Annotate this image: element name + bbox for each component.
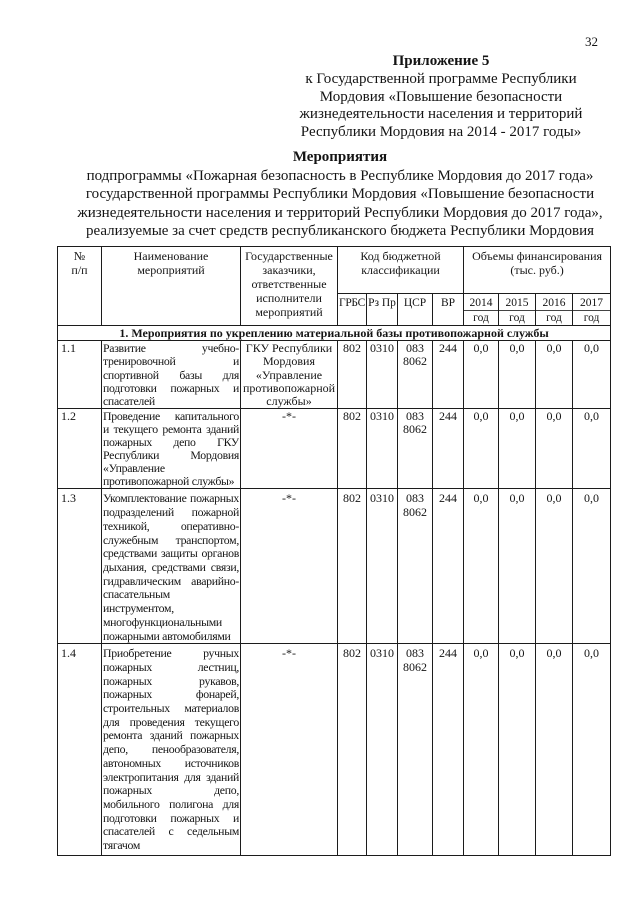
- header-customers: [241, 247, 338, 326]
- customer-line: службы»: [266, 394, 312, 409]
- activity-name-line: подготовки пожарных и: [103, 811, 239, 825]
- heading-line: подпрограммы «Пожарная безопасность в Республике Мордовия до 2017 года»: [86, 167, 594, 184]
- customer-line: -*-: [282, 491, 296, 506]
- header-year-unit: год: [473, 312, 489, 324]
- header-customers-line: ответственные: [251, 277, 327, 291]
- header-customers-line: мероприятий: [255, 305, 323, 319]
- customer: [241, 489, 338, 644]
- section-title: 1. Мероприятия по укреплению материальной базы противопожарной службы: [58, 326, 611, 341]
- activity-name-line: спасательным: [103, 588, 170, 602]
- appendix-line: к Государственной программе Республики: [305, 70, 577, 87]
- csr-code-line: 8062: [403, 354, 427, 369]
- heading-line: реализуемые за счет средств республиканского бюджета Республики Мордовия: [85, 223, 594, 239]
- activity-name-line: пожарных рукавов,: [103, 674, 239, 688]
- csr-code-line: 083: [406, 409, 424, 424]
- header-year-2016: [536, 294, 573, 326]
- activity-name-line: техникой, оперативно-: [103, 519, 239, 533]
- vr-code: 244: [433, 489, 464, 644]
- amount-2015: 0,0: [499, 409, 536, 489]
- table-header-row: [58, 247, 611, 294]
- csr-code-line: 083: [406, 491, 424, 506]
- activity-name-line: тренировочной и: [103, 355, 239, 369]
- csr-code-line: 083: [406, 646, 424, 661]
- header-financing: [464, 247, 611, 294]
- customer: [241, 409, 338, 489]
- page-number: 32: [585, 34, 598, 49]
- activity-name-line: электропитания для зданий: [103, 770, 239, 784]
- activity-name-line: Республики Мордовия: [103, 449, 239, 463]
- header-vr: ВР: [433, 294, 464, 326]
- customer-line: Мордовия: [263, 354, 315, 369]
- csr-code: [398, 489, 433, 644]
- header-budget-code-line: классификации: [361, 263, 440, 277]
- header-activity-line: Наименование: [133, 249, 209, 263]
- vr-code: 244: [433, 409, 464, 489]
- activity-name-line: Развитие учебно-: [103, 342, 239, 355]
- header-customers-line: исполнители: [256, 291, 322, 305]
- activity-name-line: депо, пенообразователя,: [103, 743, 239, 757]
- amount-2017: 0,0: [573, 489, 611, 644]
- rzpr-code: 0310: [367, 409, 398, 489]
- header-grbs: ГРБС: [338, 294, 367, 326]
- appendix-line: Мордовия «Повышение безопасности: [319, 88, 563, 105]
- row-number: 1.1: [58, 341, 102, 409]
- activity-name-line: пожарными автомобилями: [103, 629, 231, 643]
- amount-2017: 0,0: [573, 409, 611, 489]
- activities-table: [57, 246, 611, 856]
- activity-name-line: дыхания, средствами связи,: [103, 561, 239, 574]
- heading-line: государственной программы Республики Мордовия «Повышение безопасности: [85, 186, 595, 202]
- header-year-value: 2016: [536, 296, 572, 311]
- header-activity-name: [102, 247, 241, 326]
- row-number: 1.4: [58, 644, 102, 856]
- csr-code: [398, 341, 433, 409]
- amount-2014: 0,0: [464, 409, 499, 489]
- customer-line: «Управление: [255, 367, 323, 382]
- header-customers-line: Государственные: [245, 249, 333, 263]
- appendix-block: [271, 53, 611, 142]
- csr-code-line: 8062: [403, 505, 427, 520]
- activity-name-line: и текущего ремонта зданий: [103, 423, 239, 437]
- row-number: 1.3: [58, 489, 102, 644]
- activity-name: [102, 409, 241, 489]
- customer-line: ГКУ Республики: [245, 341, 333, 355]
- header-customers-line: заказчики,: [262, 263, 316, 277]
- header-year-value: 2015: [499, 296, 535, 311]
- rzpr-code: 0310: [367, 341, 398, 409]
- header-year-unit: год: [546, 312, 562, 324]
- amount-2014: 0,0: [464, 341, 499, 409]
- grbs-code: 802: [338, 644, 367, 856]
- activity-name-line: пожарных депо ГКУ: [103, 436, 239, 450]
- header-year-2015: [499, 294, 536, 326]
- activity-name-line: строительных материалов: [103, 702, 239, 716]
- activity-name-line: спасателей: [103, 395, 155, 409]
- appendix-line: Республики Мордовия на 2014 - 2017 годы»: [300, 124, 582, 141]
- amount-2015: 0,0: [499, 644, 536, 856]
- csr-code: [398, 409, 433, 489]
- vr-code: 244: [433, 644, 464, 856]
- activity-name-line: инструментом,: [103, 602, 174, 616]
- header-number-line: №: [73, 249, 86, 263]
- activity-name-line: пожарных фонарей,: [103, 688, 239, 702]
- activity-name-line: гидравлическим аварийно-: [103, 574, 239, 588]
- row-number: 1.2: [58, 409, 102, 489]
- table-row: [58, 409, 611, 489]
- header-year-2014: [464, 294, 499, 326]
- header-year-unit: год: [583, 312, 600, 324]
- amount-2014: 0,0: [464, 489, 499, 644]
- activity-name-line: спасателей с седельным: [103, 825, 239, 839]
- customer-line: -*-: [282, 409, 296, 424]
- customer-line: -*-: [282, 646, 296, 661]
- amount-2016: 0,0: [536, 409, 573, 489]
- rzpr-code: 0310: [367, 644, 398, 856]
- appendix-line: жизнедеятельности населения и территорий: [299, 106, 583, 123]
- appendix-title: Приложение 5: [392, 53, 490, 69]
- header-budget-code: [338, 247, 464, 294]
- table-row: [58, 489, 611, 644]
- activity-name-line: тягачом: [103, 839, 141, 853]
- activity-name-line: для проведения текущего: [103, 715, 239, 729]
- activity-name: [102, 341, 241, 409]
- amount-2016: 0,0: [536, 341, 573, 409]
- heading-line: жизнедеятельности населения и территорий Республики Мордовия до 2017 года»,: [77, 204, 603, 221]
- amount-2017: 0,0: [573, 341, 611, 409]
- amount-2015: 0,0: [499, 489, 536, 644]
- activity-name-line: служебным транспортом,: [103, 533, 239, 547]
- activity-name-line: Укомплектование пожарных: [103, 492, 239, 506]
- activity-name: [102, 489, 241, 644]
- header-budget-code-line: Код бюджетной: [360, 249, 441, 263]
- activity-name-line: автономных источников: [103, 756, 239, 770]
- activity-name-line: пожарных лестниц,: [103, 660, 239, 674]
- rzpr-code: 0310: [367, 489, 398, 644]
- activity-name-line: Проведение капитального: [103, 410, 239, 424]
- activity-name-line: «Управление: [103, 462, 165, 476]
- grbs-code: 802: [338, 409, 367, 489]
- header-rzpr: Рз Пр: [367, 294, 398, 326]
- activity-name-line: ремонта зданий пожарных: [103, 729, 239, 743]
- activity-name-line: пожарных депо,: [103, 784, 239, 798]
- header-year-unit: год: [509, 312, 525, 324]
- activity-name-line: подготовки пожарных и: [103, 381, 239, 395]
- csr-code-line: 8062: [403, 659, 427, 674]
- header-number-line: п/п: [71, 263, 88, 277]
- activity-name-line: противопожарной службы»: [103, 475, 235, 489]
- activity-name-line: спортивной базы для: [103, 368, 239, 382]
- activity-name-line: мобильного полигона для: [103, 797, 239, 811]
- customer: [241, 644, 338, 856]
- activity-name: [102, 644, 241, 856]
- header-financing-line: (тыс. руб.): [510, 263, 564, 277]
- amount-2016: 0,0: [536, 489, 573, 644]
- header-year-2017: [573, 294, 611, 326]
- header-year-value: 2017: [573, 296, 610, 311]
- header-csr: ЦСР: [398, 294, 433, 326]
- activity-name-line: многофункциональными: [103, 615, 222, 629]
- grbs-code: 802: [338, 489, 367, 644]
- csr-code: [398, 644, 433, 856]
- header-year-value: 2014: [464, 296, 498, 311]
- amount-2017: 0,0: [573, 644, 611, 856]
- customer: [241, 341, 338, 409]
- section-row: [58, 326, 611, 341]
- header-number: [58, 247, 102, 326]
- header-financing-line: Объемы финансирования: [472, 249, 603, 263]
- heading-title: Мероприятия: [292, 149, 388, 165]
- grbs-code: 802: [338, 341, 367, 409]
- amount-2014: 0,0: [464, 644, 499, 856]
- amount-2015: 0,0: [499, 341, 536, 409]
- csr-code-line: 083: [406, 341, 424, 355]
- table-row: [58, 341, 611, 409]
- header-activity-line: мероприятий: [137, 263, 205, 277]
- activity-name-line: подразделений пожарной: [103, 506, 239, 520]
- activity-name-line: средствами защиты органов: [103, 547, 239, 561]
- csr-code-line: 8062: [403, 422, 427, 437]
- heading-block: [45, 148, 635, 241]
- customer-line: противопожарной: [242, 380, 336, 395]
- table-row: [58, 644, 611, 856]
- vr-code: 244: [433, 341, 464, 409]
- amount-2016: 0,0: [536, 644, 573, 856]
- activity-name-line: Приобретение ручных: [103, 647, 239, 661]
